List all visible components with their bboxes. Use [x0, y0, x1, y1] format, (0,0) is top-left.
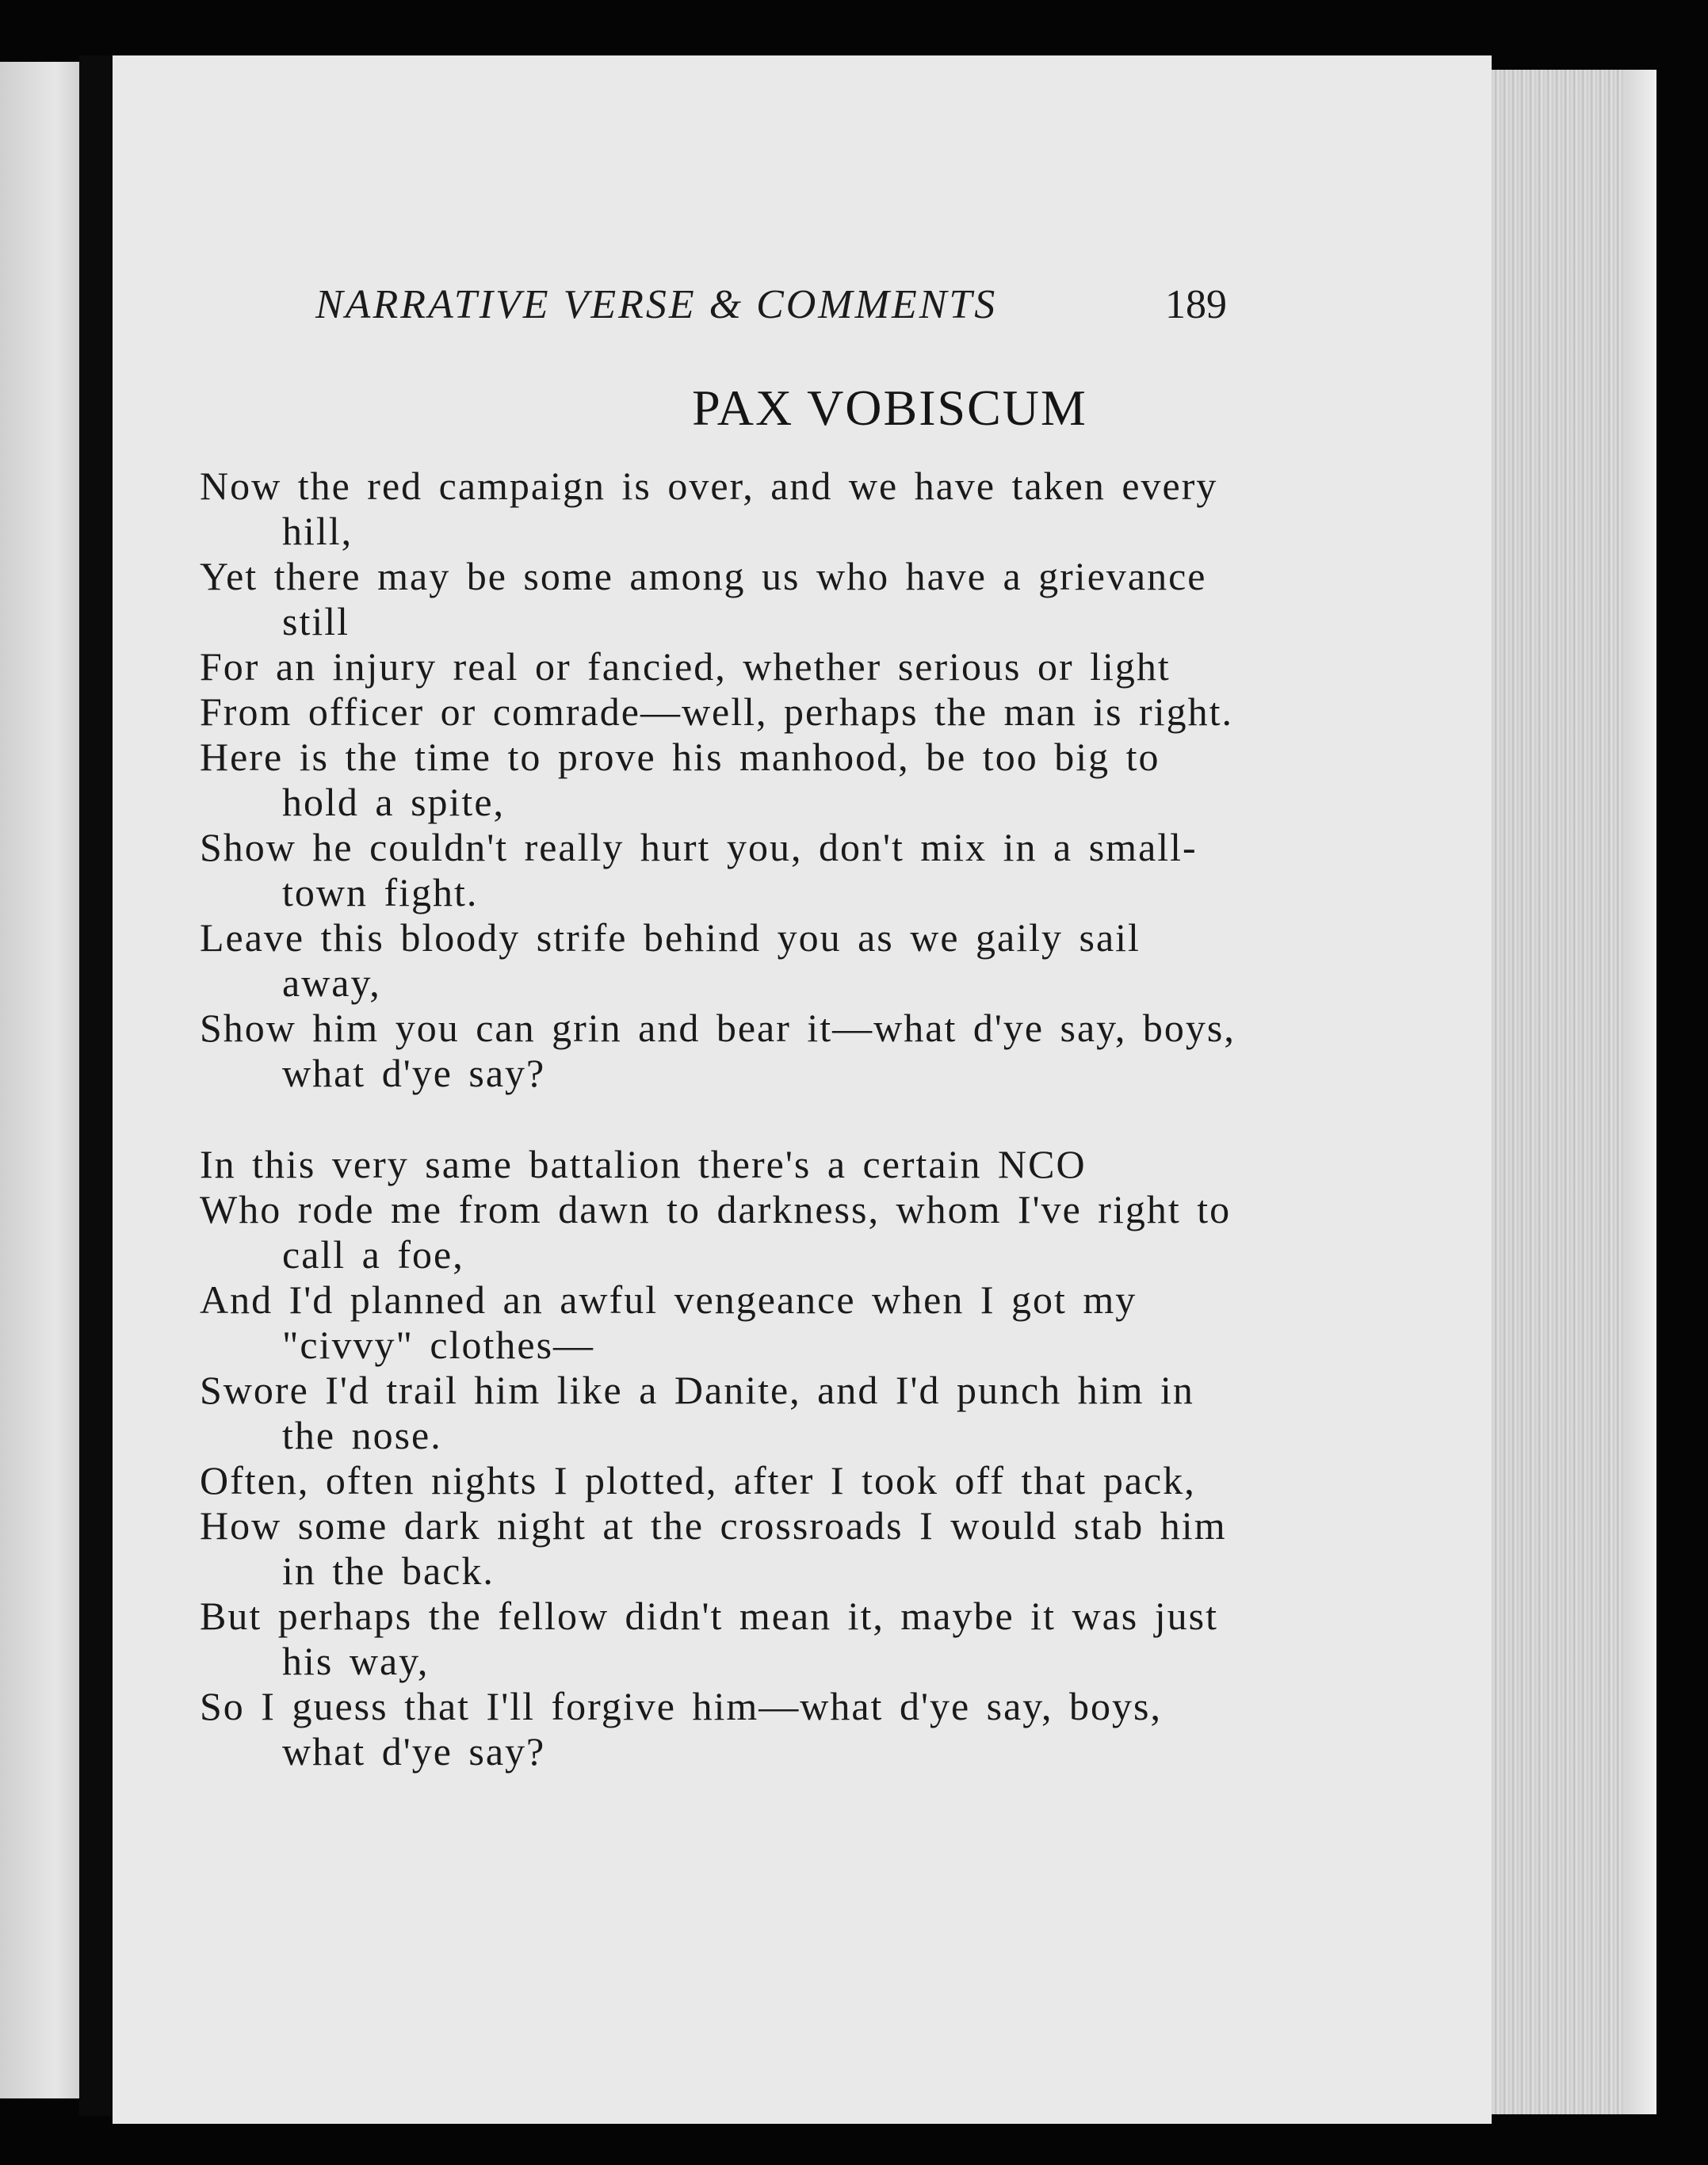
page-stack-edges [1492, 70, 1656, 2114]
stanza-2 [200, 1142, 1246, 1774]
poem-line: In this very same battalion there's a certain NCO [200, 1142, 1087, 1186]
stanza-1 [200, 464, 1246, 1096]
running-head: NARRATIVE VERSE & COMMENTS [315, 282, 998, 327]
poem-line: Here is the time to prove his manhood, be too big to hold a spite, [200, 735, 1160, 824]
poem-line: Show him you can grin and bear it—what d'ye say, boys, what d'ye say? [200, 1006, 1236, 1095]
poem-body [200, 464, 1246, 1774]
poem-line: How some dark night at the crossroads I would stab him in the back. [200, 1503, 1227, 1593]
poem-line: So I guess that I'll forgive him—what d'ye say, boys, what d'ye say? [200, 1684, 1163, 1774]
poem-line: Swore I'd trail him like a Danite, and I'd punch him in the nose. [200, 1368, 1194, 1457]
poem-line: For an injury real or fancied, whether serious or light [200, 644, 1171, 689]
poem-line: From officer or comrade—well, perhaps the man is right. [200, 689, 1233, 734]
poem-line: Leave this bloody strife behind you as we gaily sail away, [200, 915, 1141, 1005]
poem-line: Show he couldn't really hurt you, don't mix in a small-town fight. [200, 825, 1198, 914]
poem-line: And I'd planned an awful vengeance when I got my "civvy" clothes— [200, 1277, 1137, 1367]
poem-line: Now the red campaign is over, and we have taken every hill, [200, 464, 1218, 553]
poem-line: Yet there may be some among us who have a grievance still [200, 554, 1207, 643]
poem-title: PAX VOBISCUM [692, 380, 1087, 436]
poem-line: Often, often nights I plotted, after I took off that pack, [200, 1458, 1196, 1503]
book-gutter [79, 55, 113, 2116]
poem-line: But perhaps the fellow didn't mean it, maybe it was just his way, [200, 1594, 1218, 1683]
poem-line: Who rode me from dawn to darkness, whom I've right to call a foe, [200, 1187, 1232, 1277]
page-number: 189 [1165, 282, 1227, 327]
facing-page-edge [0, 62, 79, 2098]
